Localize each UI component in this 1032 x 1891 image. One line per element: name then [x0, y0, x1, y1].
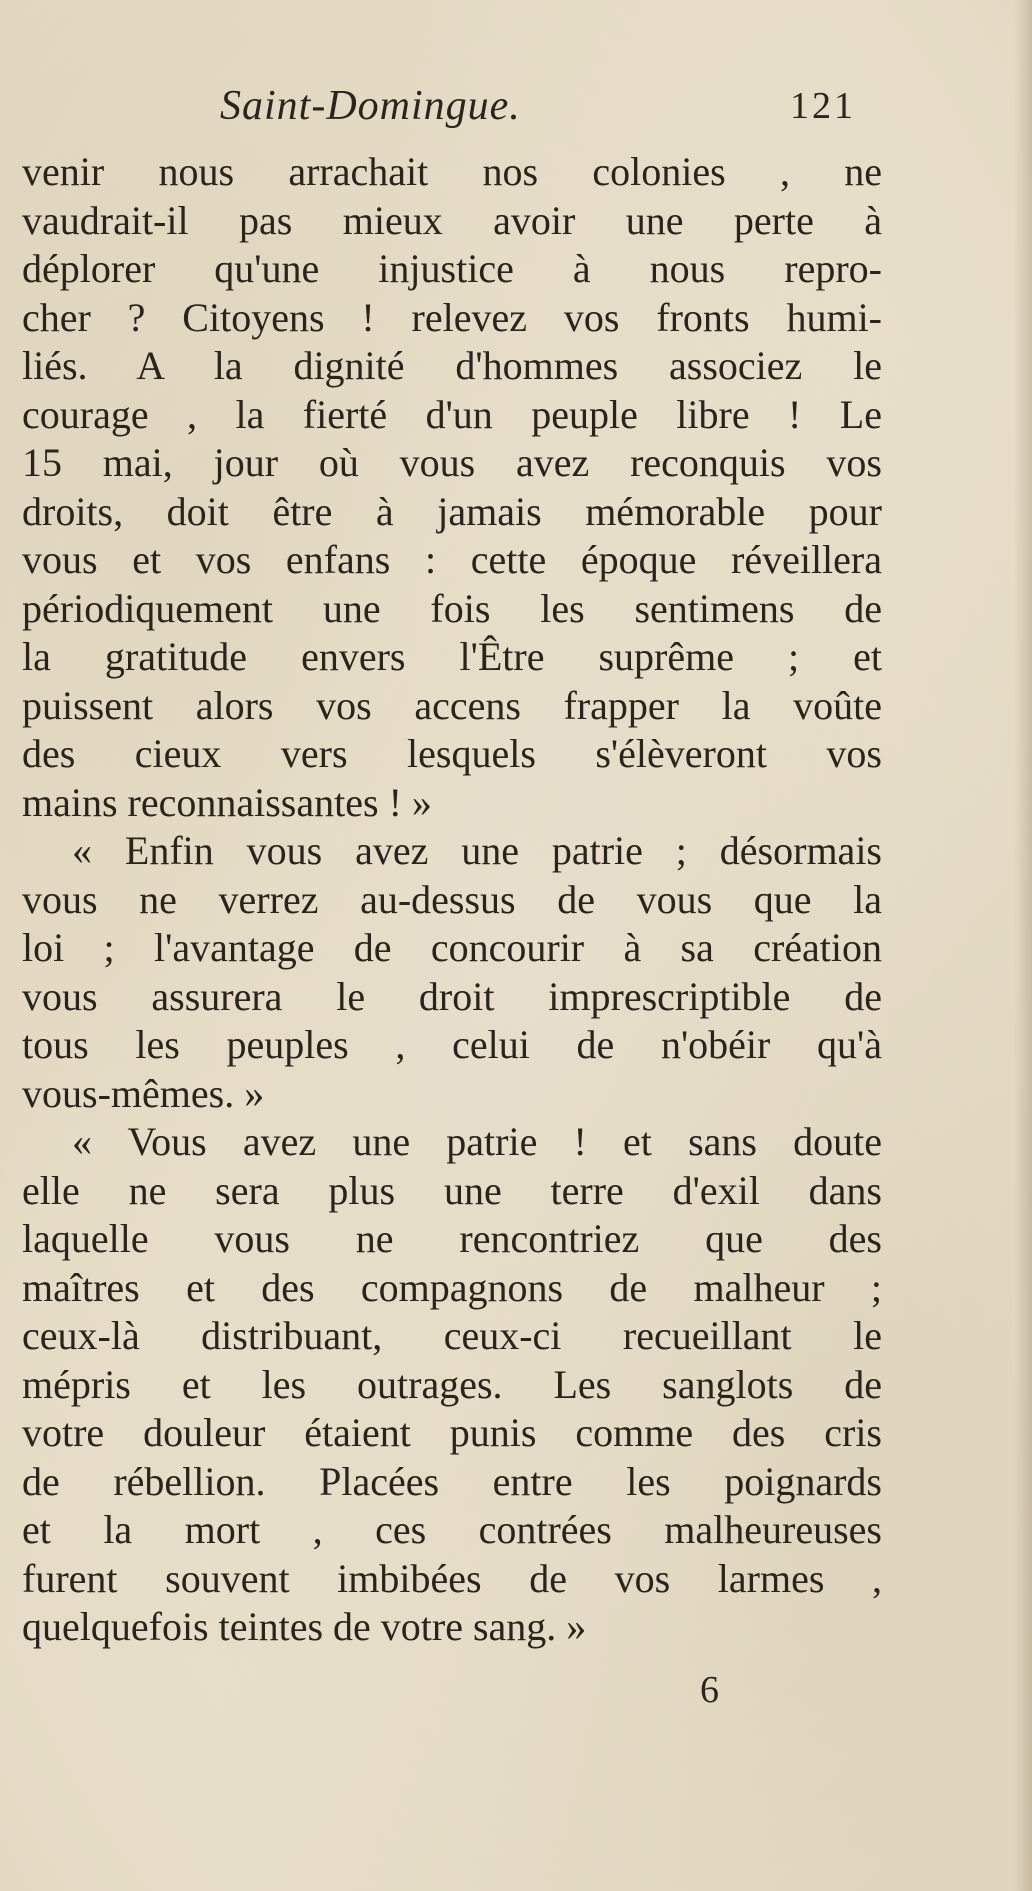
- paragraph-end-line: mains reconnaissantes ! »: [22, 779, 432, 825]
- running-head: [20, 82, 870, 142]
- paragraph-start-line: « Vous avez une patrie ! et sans doute: [72, 1119, 882, 1164]
- text-line: vous assurera le droit imprescriptible de: [22, 973, 882, 1019]
- text-line: puissent alors vos accens frapper la voûte: [22, 682, 882, 728]
- text-line: furent souvent imbibées de vos larmes ,: [22, 1555, 882, 1601]
- signature-mark: 6: [700, 1669, 719, 1711]
- text-line: et la mort , ces contrées malheureuses: [22, 1507, 882, 1552]
- text-line: mépris et les outrages. Les sanglots de: [22, 1361, 882, 1407]
- text-line: courage , la fierté d'un peuple libre ! Le: [22, 391, 882, 437]
- text-line: tous les peuples , celui de n'obéir qu'à: [22, 1022, 882, 1067]
- text-line: laquelle vous ne rencontriez que des: [22, 1216, 882, 1261]
- text-line: vous ne verrez au-dessus de vous que la: [22, 876, 882, 922]
- text-line: maîtres et des compagnons de malheur ;: [22, 1264, 882, 1310]
- text-line: la gratitude envers l'Être suprême ; et: [22, 634, 882, 679]
- text-line: vaudrait-il pas mieux avoir une perte à: [22, 197, 882, 243]
- text-line: loi ; l'avantage de concourir à sa création: [22, 925, 882, 970]
- text-line: droits, doit être à jamais mémorable pour: [22, 488, 882, 534]
- page-number: 121: [790, 85, 856, 127]
- text-line: elle ne sera plus une terre d'exil dans: [22, 1167, 882, 1213]
- text-line: de rébellion. Placées entre les poignards: [22, 1458, 882, 1504]
- text-line: votre douleur étaient punis comme des cris: [22, 1410, 882, 1455]
- body-text: [22, 148, 882, 1652]
- text-line: 15 mai, jour où vous avez reconquis vos: [22, 440, 882, 485]
- paragraph-end-line: vous-mêmes. »: [22, 1070, 265, 1116]
- text-line: déplorer qu'une injustice à nous repro-: [22, 246, 882, 291]
- paragraph-end-line: quelquefois teintes de votre sang. »: [22, 1604, 587, 1649]
- text-line: des cieux vers lesquels s'élèveront vos: [22, 731, 882, 776]
- text-line: cher ? Citoyens ! relevez vos fronts humi-: [22, 294, 882, 340]
- text-line: venir nous arrachait nos colonies , ne: [22, 149, 882, 194]
- paragraph-start-line: « Enfin vous avez une patrie ; désormais: [72, 828, 882, 873]
- text-line: périodiquement une fois les sentimens de: [22, 585, 882, 631]
- text-line: liés. A la dignité d'hommes associez le: [22, 343, 882, 388]
- text-line: vous et vos enfans : cette époque réveillera: [22, 537, 882, 582]
- running-title: Saint-Domingue.: [220, 83, 521, 129]
- text-line: ceux-là distribuant, ceux-ci recueillant le: [22, 1313, 882, 1358]
